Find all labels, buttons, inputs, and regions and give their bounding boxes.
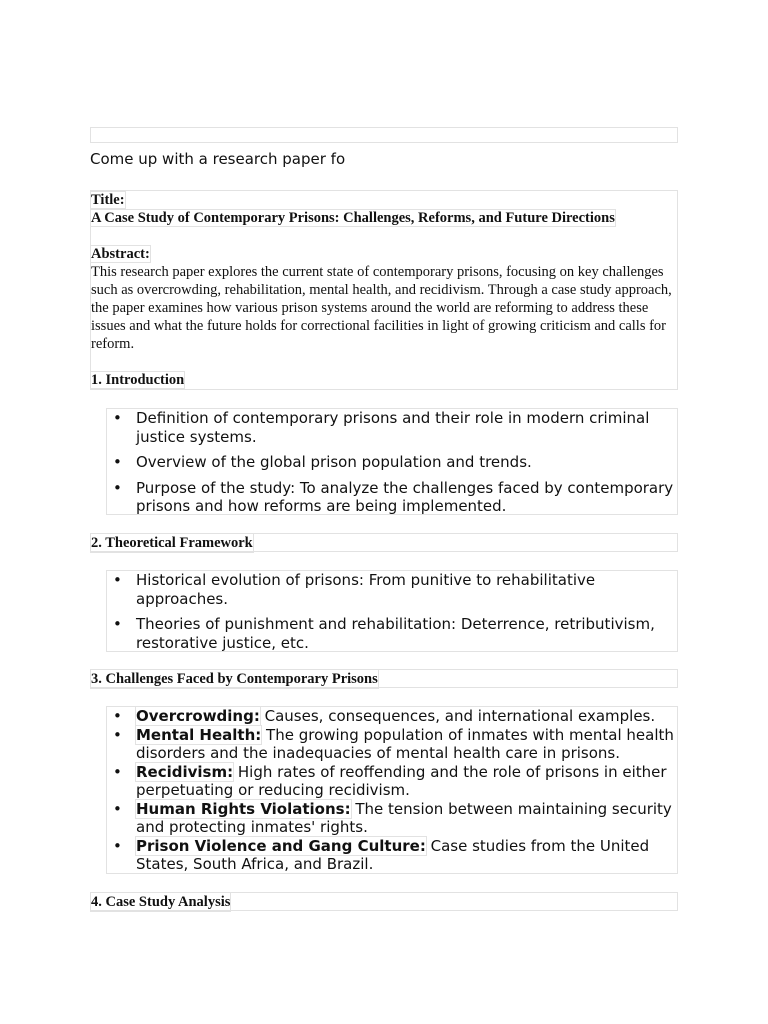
- section-heading-case-study: 4. Case Study Analysis: [90, 892, 678, 911]
- item-label: Recidivism:: [136, 762, 234, 781]
- prompt-text: Come up with a research paper fo: [90, 150, 346, 168]
- list-item: • Historical evolution of prisons: From punitive to rehabilitative approaches.: [107, 571, 677, 608]
- list-item: • Human Rights Violations: The tension between maintaining security and protecting inmates' rights.: [107, 800, 677, 837]
- list-item: • Overcrowding: Causes, consequences, and international examples.: [107, 707, 677, 726]
- theoretical-list: [106, 570, 678, 652]
- item-label: Overcrowding:: [136, 707, 260, 725]
- list-item: • Recidivism: High rates of reoffending and the role of prisons in either perpetuating or reducing recidivism.: [107, 763, 677, 800]
- section-heading-challenges: 3. Challenges Faced by Contemporary Prisons: [90, 669, 678, 688]
- item-label: Mental Health:: [136, 725, 262, 744]
- abstract-text: This research paper explores the current state of contemporary prisons, focusing on key challenges such as overcrowding, rehabilitation, mental health, and recidivism. Through a case study approach, the paper examines how various prison systems around the world are reforming to address these issues and what the future holds for correctional facilities in light of growing criticism and calls for reform.: [91, 264, 672, 352]
- paper-title: A Case Study of Contemporary Prisons: Challenges, Reforms, and Future Directions: [91, 210, 615, 226]
- item-label: Prison Violence and Gang Culture:: [136, 836, 426, 855]
- abstract-label: Abstract:: [91, 246, 150, 262]
- list-item: • Purpose of the study: To analyze the challenges faced by contemporary prisons and how reforms are being implemented.: [107, 479, 677, 516]
- challenges-list: [106, 706, 678, 874]
- list-item: • Prison Violence and Gang Culture: Case studies from the United States, South Africa, and Brazil.: [107, 837, 677, 874]
- list-item: • Definition of contemporary prisons and their role in modern criminal justice systems.: [107, 409, 677, 446]
- top-empty-box: [90, 127, 678, 143]
- list-item: • Theories of punishment and rehabilitation: Deterrence, retributivism, restorative justice, etc.: [107, 615, 677, 652]
- section-heading-theoretical: 2. Theoretical Framework: [90, 533, 678, 552]
- list-item: • Mental Health: The growing population of inmates with mental health disorders and the inadequacies of mental health care in prisons.: [107, 726, 677, 763]
- title-label: Title:: [91, 192, 125, 208]
- item-label: Human Rights Violations:: [136, 799, 351, 818]
- section-heading-introduction: 1. Introduction: [91, 372, 185, 388]
- list-item: • Overview of the global prison population and trends.: [107, 453, 677, 472]
- introduction-list: [106, 408, 678, 515]
- title-abstract-block: [90, 190, 678, 390]
